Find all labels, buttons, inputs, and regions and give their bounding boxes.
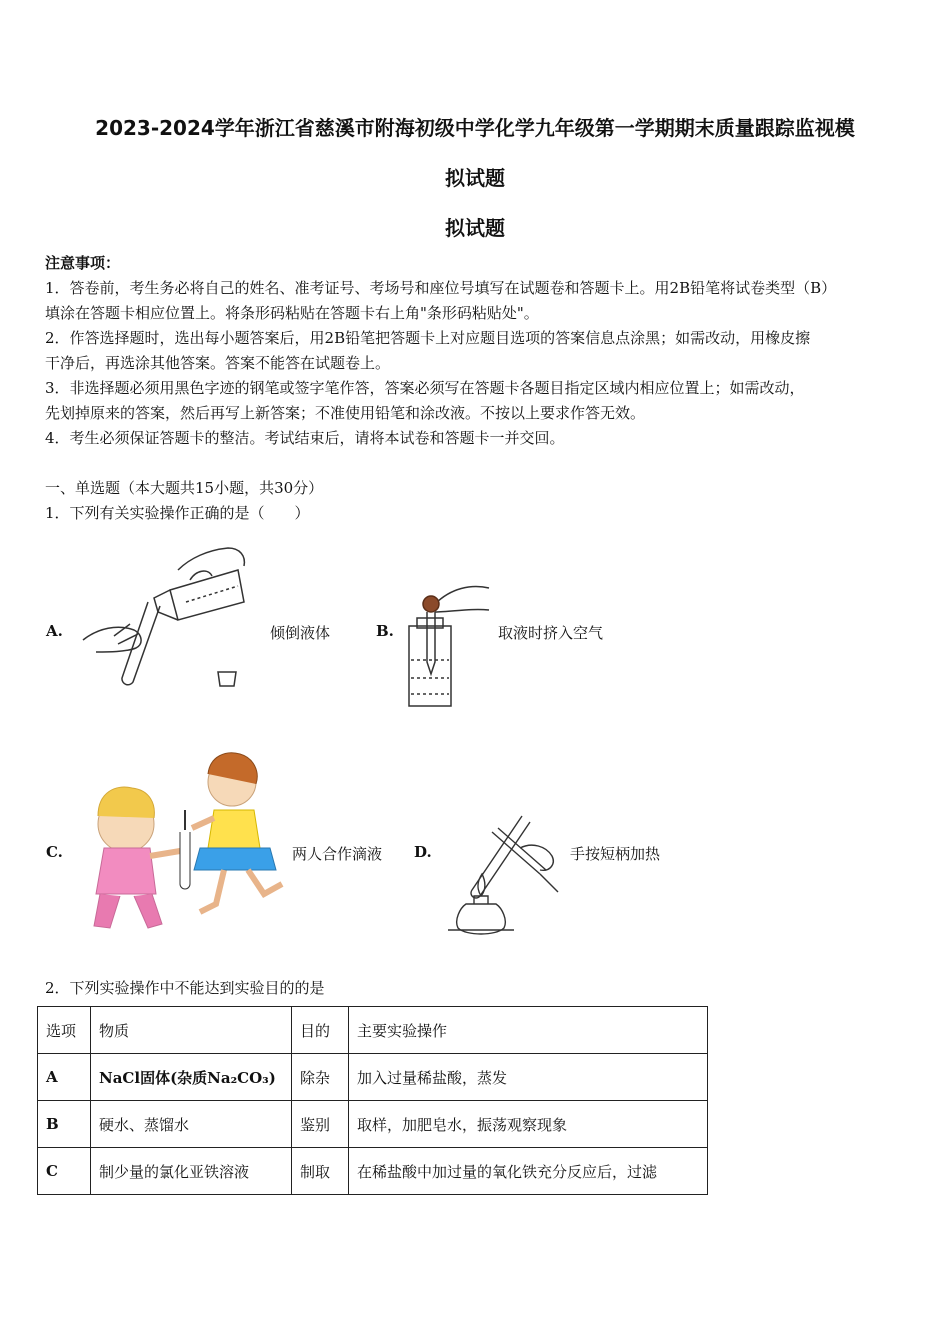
option-a-caption: 倾倒液体 bbox=[270, 624, 331, 642]
heating-test-tube-figure bbox=[444, 812, 566, 942]
question-2-table bbox=[37, 1006, 708, 1195]
table-cell: 鉴别 bbox=[292, 1101, 349, 1148]
table-row bbox=[38, 1054, 708, 1101]
notice-heading: 注意事项： bbox=[45, 254, 121, 272]
option-d-letter: D. bbox=[414, 843, 432, 861]
table-cell: 硬水、蒸馏水 bbox=[91, 1101, 292, 1148]
notice-item-1: 1．答卷前，考生务必将自己的姓名、准考证号、考场号和座位号填写在试题卷和答题卡上。用2B铅笔将试卷类型（B） bbox=[45, 279, 837, 297]
table-row bbox=[38, 1101, 708, 1148]
notice-item-3: 3．非选择题必须用黑色字迹的钢笔或签字笔作答，答案必须写在答题卡各题目指定区域内相应位置上；如需改动， bbox=[45, 379, 805, 397]
table-cell: 制取 bbox=[292, 1148, 349, 1195]
table-header-cell: 主要实验操作 bbox=[349, 1007, 708, 1054]
table-row bbox=[38, 1148, 708, 1195]
notice-item-3-cont: 先划掉原来的答案，然后再写上新答案；不准使用铅笔和涂改液。不按以上要求作答无效。 bbox=[45, 404, 646, 422]
option-a-letter: A. bbox=[46, 622, 63, 640]
table-cell: 取样，加肥皂水，振荡观察现象 bbox=[349, 1101, 708, 1148]
notice-item-2-cont: 干净后，再选涂其他答案。答案不能答在试题卷上。 bbox=[45, 354, 391, 372]
table-header-cell: 选项 bbox=[38, 1007, 91, 1054]
exam-title-line3: 拟试题 bbox=[445, 216, 505, 240]
question-2-stem: 2．下列实验操作中不能达到实验目的的是 bbox=[45, 979, 325, 997]
table-cell: 制少量的氯化亚铁溶液 bbox=[91, 1148, 292, 1195]
table-cell: A bbox=[38, 1054, 91, 1101]
dropper-figure bbox=[405, 582, 495, 712]
table-cell: 除杂 bbox=[292, 1054, 349, 1101]
question-1-stem: 1．下列有关实验操作正确的是（ ） bbox=[45, 504, 310, 522]
option-d-caption: 手按短柄加热 bbox=[570, 845, 661, 863]
option-c-letter: C. bbox=[46, 843, 63, 861]
notice-item-2: 2．作答选择题时，选出每小题答案后，用2B铅笔把答题卡上对应题目选项的答案信息点涂黑；如需改动，用橡皮擦 bbox=[45, 329, 811, 347]
section-title: 一、单选题（本大题共15小题，共30分） bbox=[45, 479, 324, 497]
exam-title-line2: 拟试题 bbox=[445, 166, 505, 190]
table-cell: B bbox=[38, 1101, 91, 1148]
table-header-cell: 物质 bbox=[91, 1007, 292, 1054]
notice-item-1-cont: 填涂在答题卡相应位置上。将条形码粘贴在答题卡右上角"条形码粘贴处"。 bbox=[45, 304, 539, 322]
two-children-figure bbox=[76, 744, 288, 940]
notice-item-4: 4．考生必须保证答题卡的整洁。考试结束后，请将本试卷和答题卡一并交回。 bbox=[45, 429, 565, 447]
table-header-row bbox=[38, 1007, 708, 1054]
table-cell: 加入过量稀盐酸，蒸发 bbox=[349, 1054, 708, 1101]
table-cell: NaCl固体(杂质Na₂CO₃) bbox=[91, 1054, 292, 1101]
option-b-letter: B. bbox=[376, 622, 394, 640]
table-cell: 在稀盐酸中加过量的氧化铁充分反应后，过滤 bbox=[349, 1148, 708, 1195]
exam-title-line1: 2023-2024学年浙江省慈溪市附海初级中学化学九年级第一学期期末质量跟踪监视模 bbox=[95, 116, 855, 140]
table-header-cell: 目的 bbox=[292, 1007, 349, 1054]
option-b-caption: 取液时挤入空气 bbox=[498, 624, 604, 642]
pouring-liquid-figure bbox=[78, 540, 248, 690]
table-cell: C bbox=[38, 1148, 91, 1195]
option-c-caption: 两人合作滴液 bbox=[292, 845, 383, 863]
